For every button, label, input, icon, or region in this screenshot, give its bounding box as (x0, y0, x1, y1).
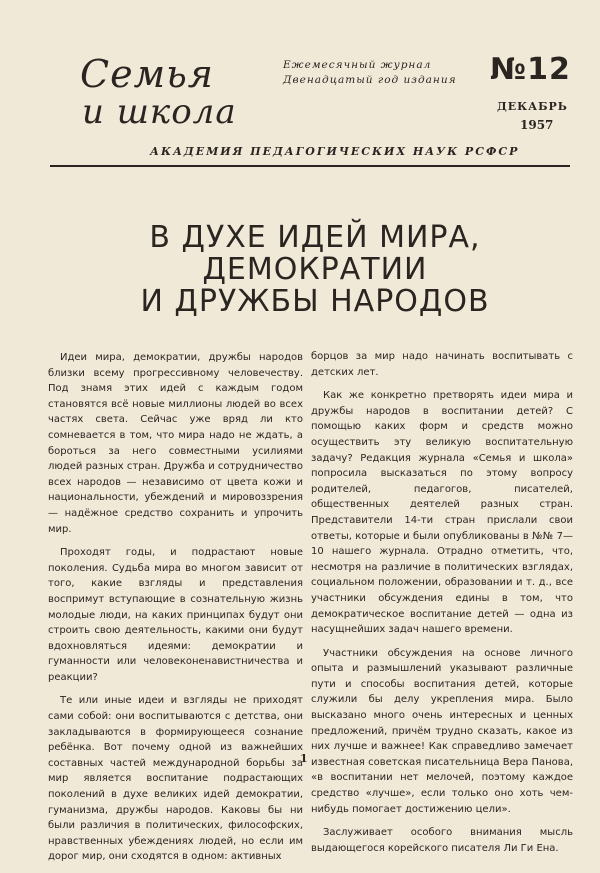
logo-line-2: и школа (82, 92, 237, 132)
issue-number: №12 (490, 52, 571, 87)
article-column-right (311, 349, 573, 864)
paragraph: Как же конкретно претворять идеи мира и дружбы народов в воспитании детей? С помощью каких форм и средств можно осуществить эту великую воспитательную задачу? Редакция журнала «Семья и школа» попросила высказаться по этому вопросу родителей, педагогов, писателей, общественных деятелей разных стран. Представители 14-ти стран прислали свои ответы, которые и были опубликованы в №№ 7—10 нашего журнала. Отрадно отметить, что, несмотря на различие в политических взглядах, социальном положении, образовании и т. д., все участники обсуждения едины в том, что демократическое воспитание детей — одна из насущнейших задач нашего времени. (311, 390, 573, 636)
publisher-academy: АКАДЕМИЯ ПЕДАГОГИЧЕСКИХ НАУК РСФСР (150, 145, 520, 158)
paragraph: Идеи мира, демократии, дружбы народов близки всему прогрессивному человечеству. Под знамя этих идей с каждым годом становятся всё новые миллионы людей во всех частях света. Сейчас уже вряд ли кто сомневается в том, что мира надо не ждать, а бороться за него совместными усилиями людей разных стран. Дружба и сотрудничество всех народов — независимо от цвета кожи и национальности, убеждений и мировоззрения — надёжное средство сохранить и упрочить мир. (48, 352, 303, 535)
tagline-year-of-publication: Двенадцатый год издания (283, 74, 457, 86)
issue-month: ДЕКАБРЬ (497, 100, 568, 113)
logo-line-1: Семья (80, 52, 214, 96)
issue-year: 1957 (520, 118, 554, 132)
page-number: 1 (300, 752, 308, 765)
paragraph: Участники обсуждения на основе личного опыта и размышлений указывают различные пути и способы воспитания детей, которые служили бы делу укрепления мира. Было высказано много очень интересных и ценных предложений, причём трудно сказать, какое из них лучше и важнее! Как справедливо замечает известная советская писательница Вера Панова, «в воспитании нет мелочей, поэтому каждое средство «лучше», если только оно хоть чем-нибудь помогает достижению цели». (311, 647, 573, 815)
masthead-meta (283, 58, 457, 88)
paragraph: борцов за мир надо начинать воспитывать с детских лет. (311, 351, 573, 378)
paragraph: Те или иные идеи и взгляды не приходят сами собой: они воспитываются с детства, они закладываются в формирующееся сознание ребёнка. Вот почему одной из важнейших составных частей международной борьбы за мир является воспитание подрастающих поколений в духе великих идей демократии, гуманизма, дружбы народов. Каковы бы ни были различия в политических, философских, нравственных убеждениях людей, но если им дорог мир, они сходятся в одном: активных (48, 695, 303, 863)
headline-line-1: В ДУХЕ ИДЕЙ МИРА, (149, 220, 481, 255)
article-column-left (48, 350, 303, 873)
article-headline (60, 222, 570, 318)
tagline-monthly: Ежемесячный журнал (283, 59, 432, 71)
headline-line-3: И ДРУЖБЫ НАРОДОВ (140, 284, 490, 319)
journal-logo (80, 52, 290, 132)
masthead-divider (50, 165, 570, 167)
headline-line-2: ДЕМОКРАТИИ (202, 252, 428, 287)
paragraph: Проходят годы, и подрастают новые поколения. Судьба мира во многом зависит от того, какие взгляды и представления воспримут вступающие в сознательную жизнь молодые люди, на каких принципах будут они строить свою деятельность, какими они будут вдохновляться идеями: демократии и гуманности или человеконенавистничества и реакции? (48, 547, 303, 683)
paragraph: Заслуживает особого внимания мысль выдающегося корейского писателя Ли Ги Ена. (311, 827, 573, 854)
